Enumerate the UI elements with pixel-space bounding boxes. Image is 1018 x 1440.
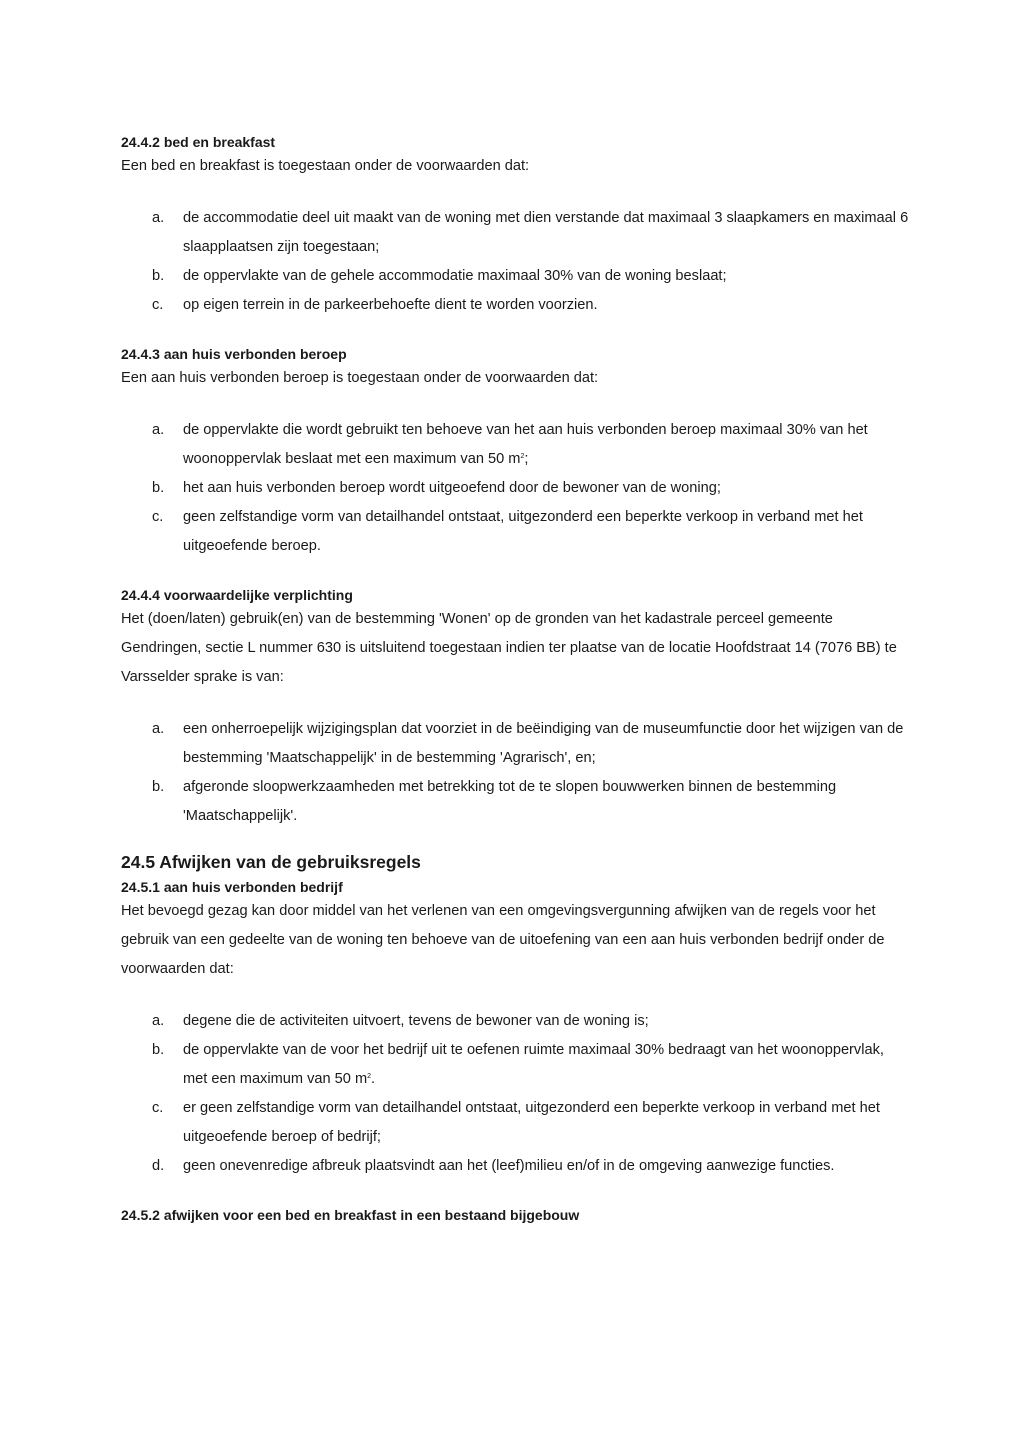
list-marker: a. — [152, 210, 165, 226]
list-item-text: de oppervlakte van de gehele accommodatie maximaal 30% van de woning beslaat; — [183, 268, 727, 284]
section-heading-24-5-2: 24.5.2 afwijken voor een bed en breakfast in een bestaand bijgebouw — [121, 1207, 580, 1223]
list-item — [121, 416, 911, 474]
list-marker: d. — [152, 1158, 165, 1174]
condition-list-24-5-1 — [121, 1007, 911, 1181]
list-item — [121, 262, 911, 291]
list-marker: c. — [152, 1100, 164, 1116]
section-heading-24-5: 24.5 Afwijken van de gebruiksregels — [121, 852, 421, 872]
list-marker: c. — [152, 509, 164, 525]
section-intro-24-4-3: Een aan huis verbonden beroep is toegestaan onder de voorwaarden dat: — [121, 370, 599, 386]
list-item-text: geen zelfstandige vorm van detailhandel ontstaat, uitgezonderd een beperkte verkoop in verband met het uitgeoefende beroep. — [183, 509, 863, 554]
list-item — [121, 474, 911, 503]
list-item — [121, 1007, 911, 1036]
list-item — [121, 204, 911, 262]
list-item-text: op eigen terrein in de parkeerbehoefte dient te worden voorzien. — [183, 297, 598, 313]
section-heading-24-4-2: 24.4.2 bed en breakfast — [121, 134, 276, 150]
list-marker: b. — [152, 779, 165, 795]
list-marker: a. — [152, 721, 165, 737]
condition-list-24-4-3 — [121, 416, 911, 561]
list-item-text: degene die de activiteiten uitvoert, tevens de bewoner van de woning is; — [183, 1013, 649, 1029]
list-item-text: geen onevenredige afbreuk plaatsvindt aan het (leef)milieu en/of in de omgeving aanwezige functies. — [183, 1158, 835, 1174]
list-marker: c. — [152, 297, 164, 313]
superscript: 2 — [520, 453, 525, 460]
list-item-text: afgeronde sloopwerkzaamheden met betrekking tot de te slopen bouwwerken binnen de bestemming 'Maatschappelijk'. — [183, 779, 837, 824]
section-intro-24-4-2: Een bed en breakfast is toegestaan onder de voorwaarden dat: — [121, 158, 530, 174]
list-item-text: het aan huis verbonden beroep wordt uitgeoefend door de bewoner van de woning; — [183, 480, 721, 496]
list-item-text: de oppervlakte die wordt gebruikt ten behoeve van het aan huis verbonden beroep maximaal 30% van het woonoppervlak beslaat met een maximum van 50 $m^2$; — [183, 422, 868, 467]
list-item — [121, 503, 911, 561]
condition-list-24-4-2 — [121, 204, 911, 320]
list-marker: a. — [152, 1013, 165, 1029]
list-marker: b. — [152, 480, 165, 496]
list-item — [121, 715, 911, 773]
section-heading-24-4-3: 24.4.3 aan huis verbonden beroep — [121, 346, 347, 362]
list-item-text: de oppervlakte van de voor het bedrijf uit te oefenen ruimte maximaal 30% bedraagt van het woonoppervlak, met een maximum van 50 $m^2$. — [183, 1042, 884, 1087]
list-marker: b. — [152, 268, 165, 284]
list-item-text: een onherroepelijk wijzigingsplan dat voorziet in de beëindiging van de museumfunctie door het wijzigen van de bestemming 'Maatschappelijk' in de bestemming 'Agrarisch', en; — [183, 721, 904, 766]
list-item-text: er geen zelfstandige vorm van detailhandel ontstaat, uitgezonderd een beperkte verkoop in verband met het uitgeoefende beroep of bedrijf; — [183, 1100, 880, 1145]
list-item — [121, 1152, 911, 1181]
section-intro-24-4-4: Het (doen/laten) gebruik(en) van de bestemming 'Wonen' op de gronden van het kadastrale perceel gemeente Gendringen, sectie L nummer 630 is uitsluitend toegestaan indien ter plaatse van de locatie Hoofdstraat 14 (7076 BB) te Varsselder sprake is van: — [121, 611, 897, 685]
list-marker: a. — [152, 422, 165, 438]
superscript: 2 — [367, 1073, 372, 1080]
section-heading-24-4-4: 24.4.4 voorwaardelijke verplichting — [121, 587, 353, 603]
list-item-text: de accommodatie deel uit maakt van de woning met dien verstande dat maximaal 3 slaapkamers en maximaal 6 slaapplaatsen zijn toegestaan; — [183, 210, 909, 255]
list-item — [121, 773, 911, 831]
list-item — [121, 1094, 911, 1152]
list-item — [121, 1036, 911, 1094]
section-heading-24-5-1: 24.5.1 aan huis verbonden bedrijf — [121, 879, 343, 895]
list-item — [121, 291, 911, 320]
document-page — [121, 128, 911, 1225]
section-intro-24-5-1: Het bevoegd gezag kan door middel van het verlenen van een omgevingsvergunning afwijken van de regels voor het gebruik van een gedeelte van de woning ten behoeve van de uitoefening van een aan huis verbonden bedrijf onder de voorwaarden dat: — [121, 903, 885, 977]
condition-list-24-4-4 — [121, 715, 911, 831]
list-marker: b. — [152, 1042, 165, 1058]
